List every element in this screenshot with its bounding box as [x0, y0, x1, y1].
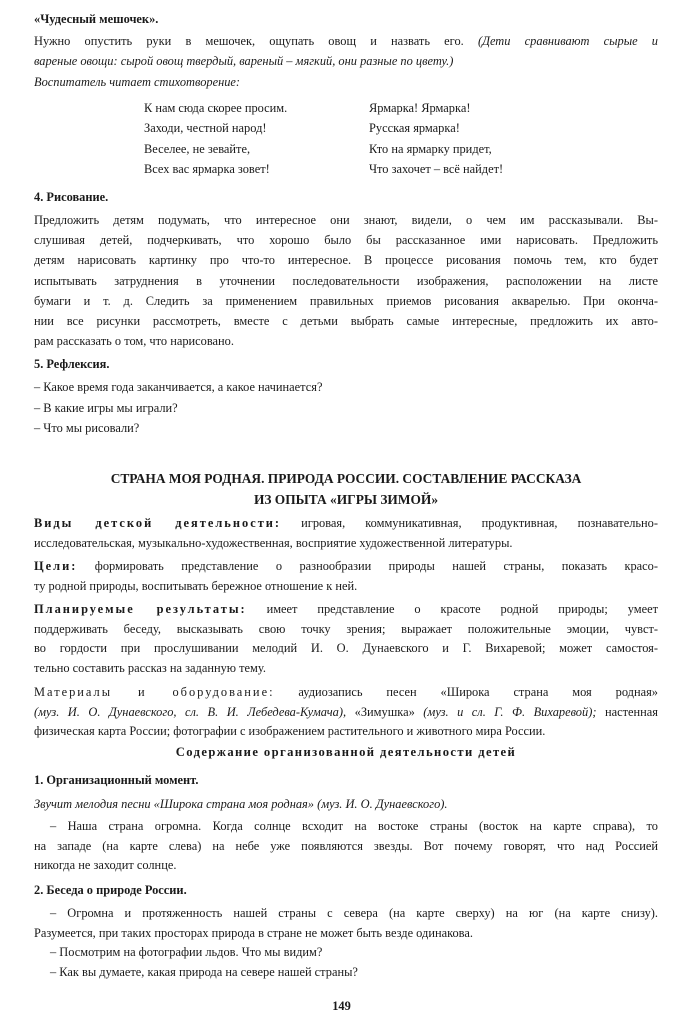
talk-text	[34, 904, 658, 982]
activities-line-1	[34, 514, 658, 534]
teacher-reads: Воспитатель читает стихотворение:	[34, 75, 241, 89]
goals-line-1	[34, 557, 658, 577]
drawing-line: слушивая детей, подчеркивать, что хорошо было бы рассказанное ими нарисовать. Предложить	[34, 233, 658, 248]
results-line-2: поддерживать беседу, высказывать свою точку зрения; выражает положительные эмоции, чувст-	[34, 621, 658, 636]
talk-line-1: – Огромна и протяженность нашей страны с севера (на карте сверху) на юг (на карте снизу).	[50, 906, 658, 920]
lesson-title	[34, 468, 658, 510]
org-heading: 1. Организационный момент.	[34, 773, 199, 787]
game-description	[34, 32, 658, 71]
materials-line-2	[34, 703, 658, 723]
poem-line: Веселее, не зевайте,	[144, 141, 251, 156]
poem-right-column	[369, 98, 503, 180]
activities-line-2: исследовательская, музыкально-художественная, восприятие художественной литературы.	[34, 535, 513, 550]
lesson-title-line-1: СТРАНА МОЯ РОДНАЯ. ПРИРОДА РОССИИ. СОСТАВЛЕНИЕ РАССКАЗА	[110, 471, 582, 486]
results-label: Планируемые результаты:	[34, 602, 247, 616]
poem-line: Кто на ярмарку придет,	[369, 141, 492, 156]
activities-label: Виды детской деятельности:	[34, 516, 282, 530]
game-text: Нужно опустить руки в мешочек, ощупать овощ и назвать его.	[34, 34, 464, 48]
poem-line: Ярмарка! Ярмарка!	[369, 101, 471, 115]
drawing-line: детям нарисовать картинку про что-то интересное. В процессе рисования помочь тем, кто будет	[34, 253, 658, 268]
poem-line: Русская ярмарка!	[369, 121, 460, 136]
activities-block	[34, 514, 658, 553]
materials-block	[34, 683, 658, 742]
materials-line-3: физическая карта России; фотографии с изображением растительного и животного мира России.	[34, 724, 546, 739]
lesson-title-line-2: ИЗ ОПЫТА «ИГРЫ ЗИМОЙ»	[253, 492, 439, 507]
drawing-line: Предложить детям подумать, что интересное они знают, видели, о чем им рассказывали. Вы-	[34, 213, 658, 227]
goals-line-2: ту родной природы, воспитывать бережное отношение к ней.	[34, 578, 358, 593]
results-line-1	[34, 600, 658, 620]
poem-line: Заходи, честной народ!	[144, 121, 267, 136]
org-line-2: на западе (на карте слева) на небе уже появляются звезды. Вот почему говорят, что над Россией	[34, 838, 658, 853]
org-line-3: никогда не заходит солнце.	[34, 858, 177, 873]
content-heading: Содержание организованной деятельности детей	[175, 745, 517, 759]
page-number: 149	[332, 999, 351, 1013]
reflection-question: – Что мы рисовали?	[34, 421, 140, 436]
poem-left-column	[144, 98, 287, 180]
materials-text: аудиозапись песен «Широка страна моя родная»	[298, 685, 658, 699]
game-title: «Чудесный мешочек».	[34, 12, 159, 26]
goals-text: формировать представление о разнообразии природы нашей страны, показать красо-	[94, 559, 658, 573]
materials-label: Материалы и оборудование:	[34, 685, 275, 699]
materials-credit-2: (муз. и сл. Г. Ф. Вихаревой);	[423, 704, 597, 719]
org-line-1: – Наша страна огромна. Когда солнце всходит на востоке страны (восток на карте справа), то	[50, 819, 658, 833]
game-note-start: (Дети сравнивают сырые и	[477, 34, 658, 48]
game-note-end: вареные овощи: сырой овощ твердый, вареный – мягкий, они разные по цвету.)	[34, 53, 454, 68]
org-text	[34, 817, 658, 876]
reflection-question: – Какое время года заканчивается, а какое начинается?	[34, 380, 323, 394]
goals-label: Цели:	[34, 559, 78, 573]
reflection-heading: 5. Рефлексия.	[34, 357, 110, 371]
goals-block	[34, 557, 658, 596]
talk-line-3: – Посмотрим на фотографии льдов. Что мы видим?	[50, 945, 323, 960]
talk-heading: 2. Беседа о природе России.	[34, 883, 187, 897]
reflection-question: – В какие игры мы играли?	[34, 400, 178, 415]
drawing-line: испытывать затруднения в уточнении последовательности изображения, расположении на листе	[34, 273, 658, 288]
activities-text: игровая, коммуникативная, продуктивная, познавательно-	[301, 516, 658, 530]
talk-line-4: – Как вы думаете, какая природа на севере нашей страны?	[50, 964, 358, 979]
materials-map: настенная	[604, 704, 658, 719]
drawing-line: рам рассказать о том, что нарисовано.	[34, 334, 234, 349]
materials-credit-1: (муз. И. О. Дунаевского, сл. В. И. Лебедева-Кумача),	[34, 704, 347, 719]
materials-line-1	[34, 683, 658, 703]
results-text: имеет представление о красоте родной природы; умеет	[266, 602, 659, 616]
poem-line: Всех вас ярмарка зовет!	[144, 162, 270, 177]
results-block	[34, 600, 658, 678]
drawing-heading: 4. Рисование.	[34, 190, 109, 204]
poem-line: Что захочет – всё найдет!	[369, 162, 504, 177]
poem-line: К нам сюда скорее просим.	[144, 101, 288, 115]
results-line-4: тельно составить рассказ на заданную тему.	[34, 660, 266, 675]
game-line-1	[34, 32, 658, 52]
results-line-3: во гордости при прослушивании мелодий И. О. Дунаевского и Г. Вихаревой; может самостоя-	[34, 641, 658, 656]
drawing-line: бумаги и т. д. Следить за применением правильных приемов рисования акварелью. При оконча-	[34, 293, 658, 308]
talk-line-2: Разумеется, при таких просторах природа в стране не может быть везде одинакова.	[34, 925, 473, 940]
materials-song-2: «Зимушка»	[354, 704, 415, 719]
drawing-line: нии все рисунки рассмотреть, вместе с детьми выбрать самые интересные, предложить их авто-	[34, 314, 658, 329]
reflection-questions	[34, 377, 658, 439]
drawing-text	[34, 210, 658, 351]
org-melody: Звучит мелодия песни «Широка страна моя родная» (муз. И. О. Дунаевского).	[34, 797, 448, 811]
